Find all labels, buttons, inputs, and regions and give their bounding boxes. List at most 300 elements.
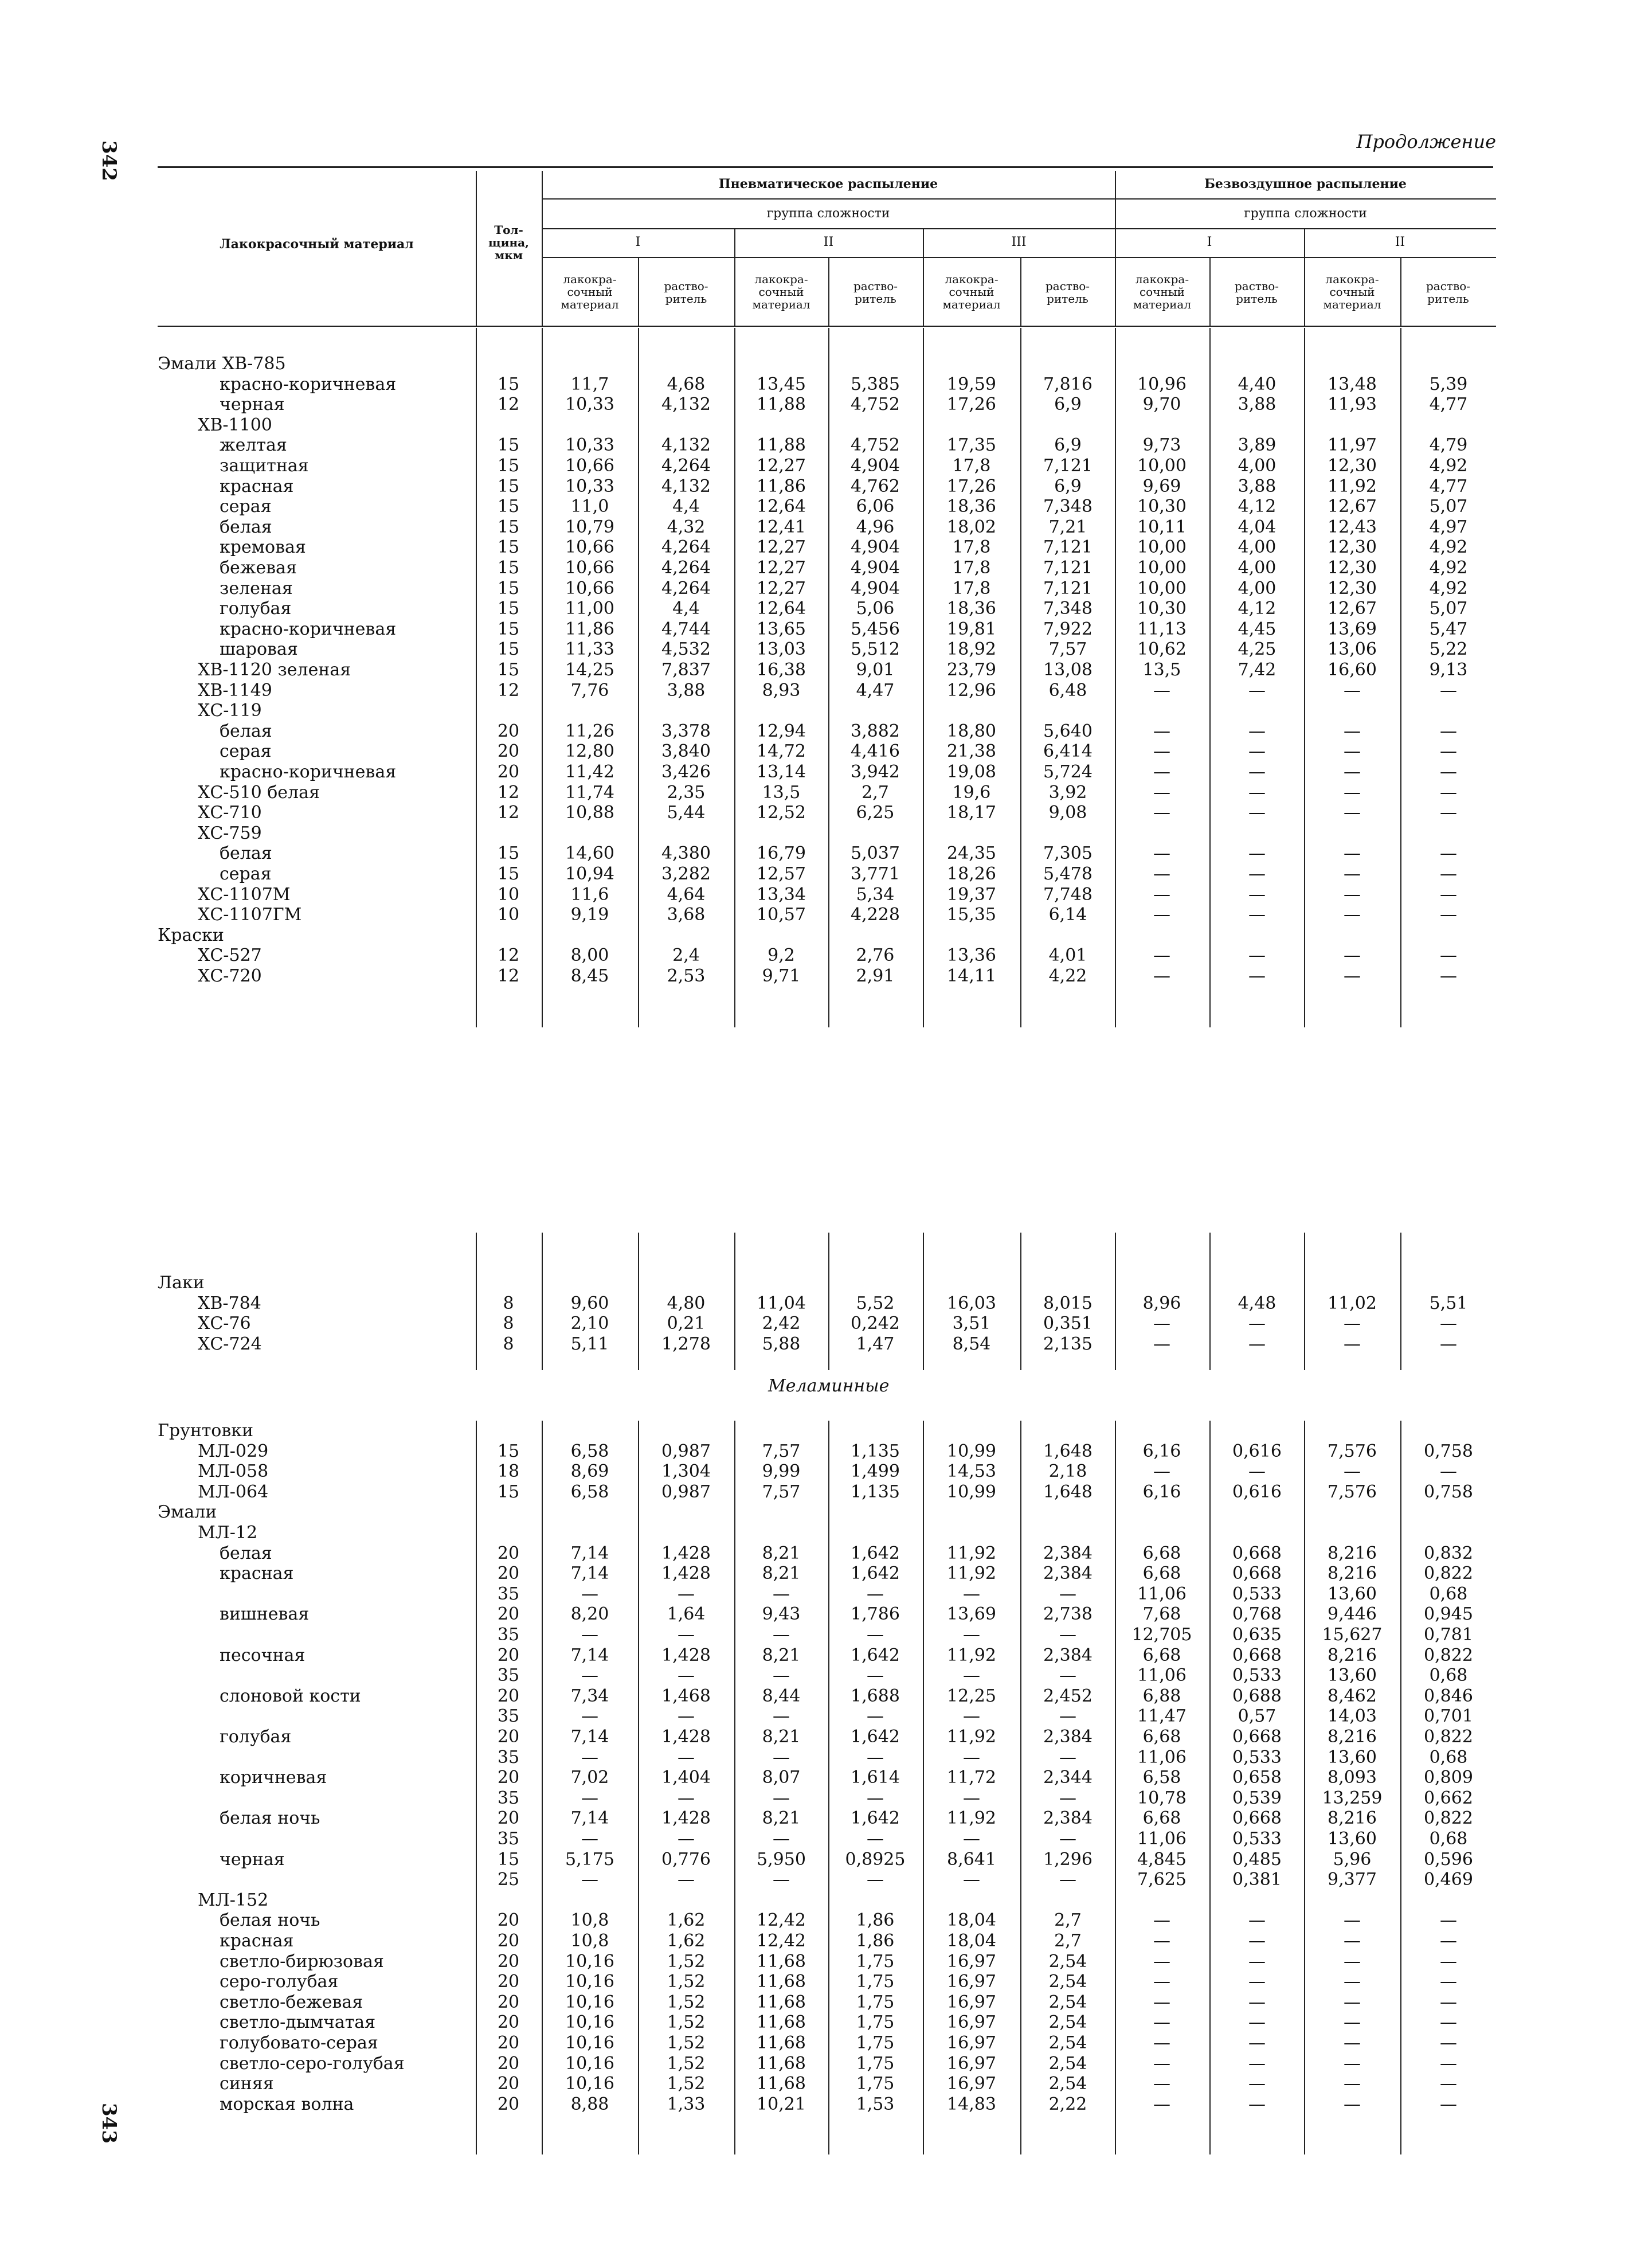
value-cell: 11,92 <box>947 1727 996 1747</box>
thickness-cell: 20 <box>497 1951 520 1972</box>
value-cell: — <box>963 1665 980 1686</box>
value-cell: 2,22 <box>1048 2094 1087 2114</box>
table-row <box>158 905 1496 925</box>
value-cell: 0,846 <box>1424 1686 1473 1706</box>
thickness-cell: 20 <box>497 1972 520 1992</box>
value-cell: 15,35 <box>947 905 996 925</box>
value-cell: 10,21 <box>757 2094 806 2114</box>
section-title-melamine: Меламинные <box>768 1376 890 1396</box>
value-cell: — <box>1153 1313 1170 1334</box>
value-cell: 1,135 <box>851 1441 900 1461</box>
table-row <box>158 599 1496 619</box>
value-cell: 10,78 <box>1137 1788 1187 1808</box>
value-cell: 12,27 <box>757 578 806 599</box>
value-cell: 4,904 <box>851 537 900 558</box>
value-cell: 10,99 <box>947 1441 996 1461</box>
value-cell: 7,576 <box>1328 1481 1377 1502</box>
value-cell: 10,16 <box>565 1972 614 1992</box>
header-solvent-p1: раство- ритель <box>664 279 708 306</box>
value-cell: 18,26 <box>947 864 996 884</box>
value-cell: 11,13 <box>1137 619 1187 639</box>
value-cell: — <box>1440 721 1457 741</box>
value-cell: — <box>1059 1665 1076 1686</box>
value-cell: 5,96 <box>1333 1849 1372 1870</box>
value-cell: 2,452 <box>1043 1686 1093 1706</box>
table-row <box>158 803 1496 823</box>
value-cell: 1,404 <box>661 1768 711 1788</box>
value-cell: 10,8 <box>570 1910 609 1931</box>
table-row <box>158 1706 1496 1727</box>
value-cell: — <box>1248 1334 1266 1354</box>
thickness-cell: 20 <box>497 1645 520 1665</box>
value-cell: 2,35 <box>667 782 706 803</box>
value-cell: 13,69 <box>947 1604 996 1625</box>
thickness-cell: 12 <box>497 394 520 415</box>
value-cell: 19,6 <box>952 782 991 803</box>
value-cell: 5,47 <box>1429 619 1468 639</box>
value-cell: 0,758 <box>1424 1481 1473 1502</box>
value-cell: 13,34 <box>757 884 806 905</box>
value-cell: 3,942 <box>851 762 900 782</box>
header-group-p1: I <box>635 235 641 249</box>
value-cell: — <box>1440 1931 1457 1951</box>
value-cell: 16,79 <box>757 843 806 864</box>
value-cell: 4,97 <box>1429 517 1468 537</box>
value-cell: 9,2 <box>768 945 795 966</box>
thickness-cell: 20 <box>497 721 520 741</box>
table-row <box>158 660 1496 681</box>
value-cell: — <box>867 1747 884 1768</box>
value-cell: — <box>1248 1972 1266 1992</box>
value-cell: 4,4 <box>672 496 700 517</box>
value-cell: 13,60 <box>1328 1583 1377 1604</box>
value-cell: 4,92 <box>1429 537 1468 558</box>
value-cell: 17,8 <box>952 558 991 578</box>
value-cell: 16,97 <box>947 2012 996 2033</box>
value-cell: 5,950 <box>757 1849 806 1870</box>
value-cell: — <box>773 1665 790 1686</box>
thickness-cell: 20 <box>497 2074 520 2094</box>
value-cell: 12,64 <box>757 599 806 619</box>
header-complexity-pneumatic: группа сложности <box>766 206 890 221</box>
value-cell: 5,512 <box>851 639 900 660</box>
material-name: черная <box>220 1849 285 1870</box>
thickness-cell: 15 <box>497 1481 520 1502</box>
value-cell: — <box>1153 2053 1170 2074</box>
table-row <box>158 517 1496 538</box>
value-cell: 7,305 <box>1043 843 1093 864</box>
value-cell: 7,21 <box>1048 517 1087 537</box>
table-row <box>158 1334 1496 1355</box>
continuation-label: Продолжение <box>1356 131 1496 152</box>
thickness-cell: 20 <box>497 762 520 782</box>
value-cell: — <box>1153 1951 1170 1972</box>
value-cell: 0,768 <box>1232 1604 1282 1625</box>
value-cell: 18,17 <box>947 803 996 823</box>
table-row <box>158 1829 1496 1849</box>
thickness-cell: 35 <box>497 1747 520 1768</box>
table-row <box>158 1747 1496 1768</box>
value-cell: 17,8 <box>952 537 991 558</box>
material-name: светло-дымчатая <box>220 2012 376 2033</box>
material-name: красная <box>220 476 294 496</box>
thickness-cell: 10 <box>497 884 520 905</box>
thickness-cell: 15 <box>497 864 520 884</box>
value-cell: 13,65 <box>757 619 806 639</box>
value-cell: — <box>1344 945 1361 966</box>
value-cell: 0,668 <box>1232 1543 1282 1563</box>
value-cell: 7,14 <box>570 1808 609 1829</box>
value-cell: — <box>1153 680 1170 701</box>
value-cell: 24,35 <box>947 843 996 864</box>
value-cell: 11,02 <box>1328 1293 1377 1313</box>
value-cell: 4,00 <box>1238 537 1276 558</box>
material-name: серо-голубая <box>220 1972 339 1992</box>
value-cell: 1,642 <box>851 1563 900 1584</box>
value-cell: — <box>678 1625 695 1645</box>
value-cell: 10,00 <box>1137 578 1187 599</box>
thickness-cell: 12 <box>497 966 520 986</box>
table-row <box>158 1293 1496 1314</box>
material-name: белая <box>220 721 272 741</box>
value-cell: 1,296 <box>1043 1849 1093 1870</box>
value-cell: 11,42 <box>565 762 614 782</box>
header-solvent-a1: раство- ритель <box>1234 279 1279 306</box>
value-cell: 10,33 <box>565 435 614 456</box>
value-cell: 1,52 <box>667 1972 706 1992</box>
value-cell: 12,30 <box>1328 537 1377 558</box>
value-cell: — <box>1153 803 1170 823</box>
value-cell: 7,121 <box>1043 578 1093 599</box>
value-cell: 2,344 <box>1043 1768 1093 1788</box>
table-row <box>158 1543 1496 1564</box>
value-cell: 4,12 <box>1238 599 1276 619</box>
page-number-top: 342 <box>97 140 120 181</box>
value-cell: 4,00 <box>1238 456 1276 476</box>
value-cell: 6,58 <box>570 1441 609 1461</box>
value-cell: — <box>1153 843 1170 864</box>
value-cell: 10,66 <box>565 456 614 476</box>
header-complexity-airless: группа сложности <box>1244 206 1367 221</box>
value-cell: 10,16 <box>565 1992 614 2012</box>
material-name: синяя <box>220 2074 274 2094</box>
value-cell: 11,06 <box>1137 1665 1187 1686</box>
value-cell: 4,264 <box>661 456 711 476</box>
value-cell: 0,668 <box>1232 1808 1282 1829</box>
value-cell: — <box>1153 2094 1170 2114</box>
value-cell: 4,25 <box>1238 639 1276 660</box>
value-cell: 10,94 <box>565 864 614 884</box>
thickness-cell: 20 <box>497 741 520 762</box>
value-cell: 2,76 <box>856 945 895 966</box>
material-name: ХВ-1100 <box>198 415 272 435</box>
value-cell: 7,14 <box>570 1543 609 1563</box>
value-cell: — <box>1248 782 1266 803</box>
value-cell: 0,533 <box>1232 1665 1282 1686</box>
value-cell: 0,662 <box>1424 1788 1473 1808</box>
value-cell: — <box>1344 680 1361 701</box>
value-cell: — <box>1344 782 1361 803</box>
value-cell: — <box>867 1625 884 1645</box>
value-cell: 10,66 <box>565 558 614 578</box>
value-cell: — <box>1248 2094 1266 2114</box>
value-cell: — <box>1440 1972 1457 1992</box>
value-cell: 4,132 <box>661 435 711 456</box>
value-cell: 19,08 <box>947 762 996 782</box>
material-name: ХС-710 <box>198 803 262 823</box>
table-row <box>158 1992 1496 2013</box>
value-cell: 4,68 <box>667 374 706 394</box>
value-cell: 11,68 <box>757 1951 806 1972</box>
value-cell: 13,08 <box>1043 660 1093 680</box>
value-cell: 8,93 <box>762 680 801 701</box>
table-row <box>158 1421 1496 1441</box>
value-cell: 11,93 <box>1328 394 1377 415</box>
value-cell: 10,16 <box>565 2074 614 2094</box>
value-cell: 1,648 <box>1043 1441 1093 1461</box>
value-cell: 1,428 <box>661 1727 711 1747</box>
value-cell: 4,752 <box>851 394 900 415</box>
value-cell: — <box>581 1625 598 1645</box>
value-cell: 8,88 <box>570 2094 609 2114</box>
value-cell: 5,175 <box>565 1849 614 1870</box>
page-number-bottom: 343 <box>97 2103 120 2144</box>
value-cell: — <box>773 1583 790 1604</box>
value-cell: 11,74 <box>565 782 614 803</box>
value-cell: 21,38 <box>947 741 996 762</box>
value-cell: — <box>1059 1706 1076 1727</box>
value-cell: — <box>1440 741 1457 762</box>
value-cell: 0,68 <box>1429 1829 1468 1849</box>
value-cell: 16,97 <box>947 2074 996 2094</box>
table-row <box>158 496 1496 517</box>
value-cell: 1,52 <box>667 2053 706 2074</box>
value-cell: 0,533 <box>1232 1583 1282 1604</box>
value-cell: — <box>1440 2012 1457 2033</box>
value-cell: — <box>1440 843 1457 864</box>
value-cell: 8,462 <box>1328 1686 1377 1706</box>
value-cell: 5,07 <box>1429 496 1468 517</box>
value-cell: 7,02 <box>570 1768 609 1788</box>
value-cell: — <box>1248 864 1266 884</box>
material-name: красная <box>220 1563 294 1584</box>
value-cell: 3,92 <box>1048 782 1087 803</box>
table-row <box>158 925 1496 946</box>
value-cell: — <box>1248 966 1266 986</box>
value-cell: 18,36 <box>947 496 996 517</box>
value-cell: 2,384 <box>1043 1808 1093 1829</box>
value-cell: — <box>1440 905 1457 925</box>
value-cell: — <box>1248 2074 1266 2094</box>
thickness-cell: 20 <box>497 1910 520 1931</box>
value-cell: 4,92 <box>1429 558 1468 578</box>
material-name: Грунтовки <box>158 1421 254 1441</box>
value-cell: 12,64 <box>757 496 806 517</box>
header-group-p2: II <box>823 235 834 249</box>
value-cell: 9,73 <box>1142 435 1181 456</box>
value-cell: 6,58 <box>570 1481 609 1502</box>
value-cell: — <box>867 1665 884 1686</box>
value-cell: 12,52 <box>757 803 806 823</box>
value-cell: 9,71 <box>762 966 801 986</box>
value-cell: 0,616 <box>1232 1441 1282 1461</box>
value-cell: 11,68 <box>757 1972 806 1992</box>
value-cell: — <box>1153 1461 1170 1482</box>
value-cell: — <box>1344 966 1361 986</box>
material-name: ХВ-1120 зеленая <box>198 660 351 680</box>
thickness-cell: 15 <box>497 374 520 394</box>
value-cell: 2,384 <box>1043 1727 1093 1747</box>
value-cell: 11,26 <box>565 721 614 741</box>
value-cell: 12,30 <box>1328 456 1377 476</box>
header-group-a1: I <box>1207 235 1212 249</box>
header-pneumatic: Пневматическое распыление <box>718 177 938 191</box>
value-cell: 13,03 <box>757 639 806 660</box>
material-name: МЛ-152 <box>198 1890 269 1910</box>
thickness-cell: 8 <box>503 1313 514 1334</box>
material-name: ХС-527 <box>198 945 262 966</box>
material-name: бежевая <box>220 558 297 578</box>
material-name: голубовато-серая <box>220 2033 378 2053</box>
value-cell: 7,14 <box>570 1563 609 1584</box>
header-solvent-p2: раство- ритель <box>853 279 898 306</box>
value-cell: 7,14 <box>570 1645 609 1665</box>
value-cell: — <box>963 1870 980 1890</box>
value-cell: 0,68 <box>1429 1583 1468 1604</box>
value-cell: — <box>1248 762 1266 782</box>
thickness-cell: 35 <box>497 1829 520 1849</box>
material-name: черная <box>220 394 285 415</box>
value-cell: 1,33 <box>667 2094 706 2114</box>
value-cell: 5,88 <box>762 1334 801 1354</box>
value-cell: — <box>867 1706 884 1727</box>
value-cell: 1,62 <box>667 1910 706 1931</box>
value-cell: 0,758 <box>1424 1441 1473 1461</box>
value-cell: 4,380 <box>661 843 711 864</box>
value-cell: 9,446 <box>1328 1604 1377 1625</box>
material-name: ХС-724 <box>198 1334 262 1354</box>
value-cell: 10,79 <box>565 517 614 537</box>
value-cell: 1,499 <box>851 1461 900 1482</box>
table-row <box>158 1972 1496 1992</box>
value-cell: 4,80 <box>667 1293 706 1313</box>
value-cell: 4,64 <box>667 884 706 905</box>
value-cell: — <box>1344 2053 1361 2074</box>
value-cell: — <box>1440 782 1457 803</box>
value-cell: 4,77 <box>1429 394 1468 415</box>
value-cell: 15,627 <box>1322 1625 1383 1645</box>
value-cell: 4,752 <box>851 435 900 456</box>
value-cell: 0,533 <box>1232 1829 1282 1849</box>
value-cell: 12,27 <box>757 537 806 558</box>
material-name: светло-бирюзовая <box>220 1951 384 1972</box>
value-cell: — <box>1248 1951 1266 1972</box>
value-cell: 2,42 <box>762 1313 801 1334</box>
value-cell: 3,771 <box>851 864 900 884</box>
value-cell: — <box>678 1665 695 1686</box>
value-cell: 14,60 <box>565 843 614 864</box>
value-cell: 0,809 <box>1424 1768 1473 1788</box>
value-cell: 7,68 <box>1142 1604 1181 1625</box>
value-cell: — <box>1059 1625 1076 1645</box>
material-name: желтая <box>220 435 287 456</box>
value-cell: — <box>1153 782 1170 803</box>
table-row <box>158 1461 1496 1482</box>
value-cell: 7,922 <box>1043 619 1093 639</box>
value-cell: 11,88 <box>757 394 806 415</box>
value-cell: 11,92 <box>947 1563 996 1584</box>
table-row <box>158 1788 1496 1809</box>
value-cell: — <box>1344 1951 1361 1972</box>
value-cell: 18,02 <box>947 517 996 537</box>
value-cell: 10,88 <box>565 803 614 823</box>
value-cell: — <box>1248 1461 1266 1482</box>
thickness-cell: 15 <box>497 660 520 680</box>
thickness-cell: 8 <box>503 1334 514 1354</box>
value-cell: 11,86 <box>757 476 806 496</box>
value-cell: 10,99 <box>947 1481 996 1502</box>
value-cell: 5,44 <box>667 803 706 823</box>
value-cell: — <box>1440 2074 1457 2094</box>
value-cell: — <box>1153 2012 1170 2033</box>
value-cell: 9,99 <box>762 1461 801 1482</box>
table-row <box>158 741 1496 762</box>
table-row <box>158 578 1496 599</box>
value-cell: 1,428 <box>661 1808 711 1829</box>
thickness-cell: 10 <box>497 905 520 925</box>
value-cell: 0,596 <box>1424 1849 1473 1870</box>
value-cell: 4,762 <box>851 476 900 496</box>
value-cell: 9,01 <box>856 660 895 680</box>
value-cell: — <box>1248 741 1266 762</box>
value-cell: 3,882 <box>851 721 900 741</box>
value-cell: — <box>963 1583 980 1604</box>
value-cell: — <box>1248 884 1266 905</box>
value-cell: 12,705 <box>1131 1625 1192 1645</box>
value-cell: 7,57 <box>762 1441 801 1461</box>
value-cell: 8,093 <box>1328 1768 1377 1788</box>
table-row <box>158 435 1496 456</box>
value-cell: 13,5 <box>1142 660 1181 680</box>
value-cell: 4,04 <box>1238 517 1276 537</box>
value-cell: 3,88 <box>1238 476 1276 496</box>
value-cell: 9,19 <box>570 905 609 925</box>
table-row <box>158 1482 1496 1503</box>
header-group-p3: III <box>1011 235 1027 249</box>
table-row <box>158 1768 1496 1788</box>
value-cell: 5,51 <box>1429 1293 1468 1313</box>
thickness-cell: 20 <box>497 1604 520 1625</box>
material-name: МЛ-029 <box>198 1441 269 1461</box>
value-cell: — <box>1153 945 1170 966</box>
thickness-cell: 12 <box>497 782 520 803</box>
value-cell: 11,92 <box>1328 476 1377 496</box>
value-cell: 11,86 <box>565 619 614 639</box>
value-cell: 4,01 <box>1048 945 1087 966</box>
value-cell: 4,845 <box>1137 1849 1187 1870</box>
value-cell: 14,53 <box>947 1461 996 1482</box>
value-cell: 10,66 <box>565 537 614 558</box>
value-cell: — <box>963 1829 980 1849</box>
table-row <box>158 945 1496 966</box>
header-airless: Безвоздушное распыление <box>1204 177 1407 191</box>
value-cell: 0,822 <box>1424 1727 1473 1747</box>
header-thickness: Тол- щина, мкм <box>488 223 530 262</box>
material-name: ХС-76 <box>198 1313 251 1334</box>
value-cell: — <box>1344 2094 1361 2114</box>
thickness-cell: 35 <box>497 1706 520 1727</box>
value-cell: 1,53 <box>856 2094 895 2114</box>
